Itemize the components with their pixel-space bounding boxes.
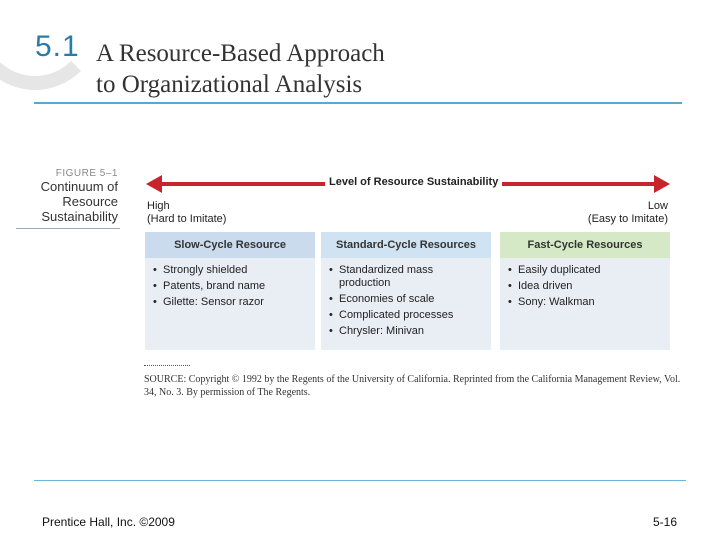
footer-divider	[34, 480, 686, 481]
source-dotted-rule	[144, 365, 190, 366]
publisher-credit: Prentice Hall, Inc. ©2009	[42, 515, 175, 529]
column-list	[145, 264, 315, 309]
list-item: • Patents, brand name	[153, 280, 309, 293]
figure-caption-line-1: Continuum of	[40, 179, 118, 194]
slow-cycle-column	[145, 232, 315, 350]
column-header: Slow-Cycle Resource	[145, 232, 315, 258]
column-header: Standard-Cycle Resources	[321, 232, 491, 258]
figure-label-divider	[16, 228, 120, 229]
source-note: SOURCE: Copyright © 1992 by the Regents of the University of California. Reprinted from the California Management Review, Vol. 34, No. 3. By permission of The Regents.	[144, 374, 681, 398]
list-item: • Idea driven	[508, 280, 664, 293]
high-sublabel: (Hard to Imitate)	[147, 213, 227, 225]
list-item: • Standardized mass production	[329, 264, 485, 290]
list-item: • Chrysler: Minivan	[329, 325, 485, 338]
list-item: • Strongly shielded	[153, 264, 309, 277]
title-line-2: to Organizational Analysis	[96, 71, 363, 98]
list-item: • Easily duplicated	[508, 264, 664, 277]
high-end-label	[147, 200, 226, 226]
slide-title	[96, 38, 385, 100]
title-divider	[34, 102, 682, 104]
list-item: • Sony: Walkman	[508, 296, 664, 309]
section-number: 5.1	[35, 30, 80, 63]
low-end-label	[588, 200, 668, 226]
list-item: • Complicated processes	[329, 309, 485, 322]
low-sublabel: (Easy to Imitate)	[587, 213, 668, 225]
list-item: • Gilette: Sensor razor	[153, 296, 309, 309]
high-label: High	[147, 200, 170, 212]
figure-caption-line-3: Sustainability	[41, 209, 118, 224]
arrow-label: Level of Resource Sustainability	[325, 176, 502, 188]
figure-caption-line-2: Resource	[62, 194, 118, 209]
slide-number: 5-16	[652, 515, 677, 529]
column-list	[500, 264, 670, 309]
figure-number: FIGURE 5–1	[55, 168, 118, 179]
column-list	[321, 264, 491, 338]
list-item: • Economies of scale	[329, 293, 485, 306]
column-header: Fast-Cycle Resources	[500, 232, 670, 258]
fast-cycle-column	[500, 232, 670, 350]
standard-cycle-column	[321, 232, 491, 350]
title-line-1: A Resource-Based Approach	[96, 40, 385, 67]
low-label: Low	[647, 200, 668, 212]
figure-label	[16, 168, 118, 224]
